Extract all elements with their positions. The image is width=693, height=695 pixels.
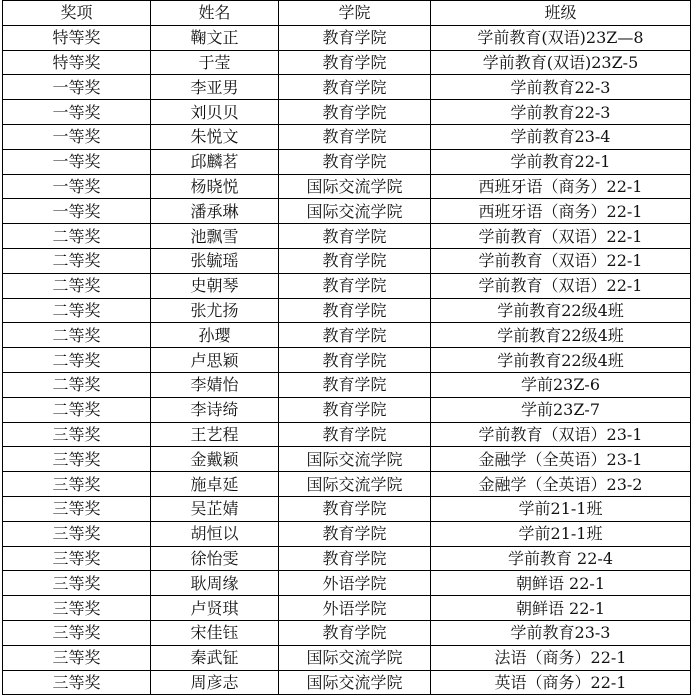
cell-college: 国际交流学院 (279, 447, 431, 472)
cell-class: 西班牙语（商务）22-1 (431, 174, 691, 199)
cell-class: 学前23Z-6 (431, 372, 691, 397)
table-row (3, 149, 691, 174)
cell-class: 学前教育 22-4 (431, 546, 691, 571)
table-row (3, 75, 691, 100)
table-row (3, 670, 691, 695)
cell-class: 学前21-1班 (431, 496, 691, 521)
table-row (3, 496, 691, 521)
cell-class: 西班牙语（商务）22-1 (431, 199, 691, 224)
cell-name: 施卓延 (151, 472, 279, 497)
cell-award: 三等奖 (3, 496, 151, 521)
cell-college: 国际交流学院 (279, 670, 431, 695)
cell-name: 王艺程 (151, 422, 279, 447)
cell-award: 三等奖 (3, 447, 151, 472)
cell-award: 二等奖 (3, 224, 151, 249)
cell-college: 国际交流学院 (279, 472, 431, 497)
cell-college: 教育学院 (279, 25, 431, 50)
cell-college: 教育学院 (279, 75, 431, 100)
cell-name: 张毓瑶 (151, 248, 279, 273)
cell-award: 三等奖 (3, 546, 151, 571)
cell-class: 学前教育23-4 (431, 124, 691, 149)
table-row (3, 25, 691, 50)
cell-name: 鞠文正 (151, 25, 279, 50)
cell-class: 金融学（全英语）23-2 (431, 472, 691, 497)
cell-college: 教育学院 (279, 298, 431, 323)
cell-class: 学前教育22级4班 (431, 348, 691, 373)
cell-award: 二等奖 (3, 298, 151, 323)
cell-name: 宋佳钰 (151, 620, 279, 645)
cell-college: 外语学院 (279, 571, 431, 596)
cell-class: 学前教育22-1 (431, 149, 691, 174)
award-table (2, 0, 691, 695)
cell-class: 学前教育（双语）22-1 (431, 224, 691, 249)
table-row (3, 546, 691, 571)
cell-name: 张尤扬 (151, 298, 279, 323)
cell-college: 教育学院 (279, 100, 431, 125)
cell-award: 特等奖 (3, 50, 151, 75)
cell-class: 朝鲜语 22-1 (431, 596, 691, 621)
cell-award: 三等奖 (3, 670, 151, 695)
table-row (3, 645, 691, 670)
cell-award: 三等奖 (3, 571, 151, 596)
table-row (3, 224, 691, 249)
cell-college: 教育学院 (279, 124, 431, 149)
header-award: 奖项 (3, 1, 151, 26)
cell-college: 教育学院 (279, 149, 431, 174)
table-row (3, 323, 691, 348)
table-row (3, 348, 691, 373)
cell-class: 学前教育（双语）22-1 (431, 248, 691, 273)
table-row (3, 100, 691, 125)
cell-college: 教育学院 (279, 397, 431, 422)
table-row (3, 397, 691, 422)
cell-college: 教育学院 (279, 248, 431, 273)
table-row (3, 447, 691, 472)
cell-name: 徐怡雯 (151, 546, 279, 571)
table-row (3, 199, 691, 224)
cell-college: 教育学院 (279, 521, 431, 546)
cell-class: 学前教育（双语）23-1 (431, 422, 691, 447)
cell-name: 史朝琴 (151, 273, 279, 298)
cell-name: 金戴颖 (151, 447, 279, 472)
cell-class: 英语（商务）22-1 (431, 670, 691, 695)
cell-college: 国际交流学院 (279, 174, 431, 199)
cell-award: 一等奖 (3, 100, 151, 125)
cell-award: 三等奖 (3, 521, 151, 546)
cell-name: 朱悦文 (151, 124, 279, 149)
header-class: 班级 (431, 1, 691, 26)
cell-class: 学前教育22-3 (431, 75, 691, 100)
cell-award: 二等奖 (3, 372, 151, 397)
cell-class: 法语（商务）22-1 (431, 645, 691, 670)
cell-college: 教育学院 (279, 546, 431, 571)
cell-award: 二等奖 (3, 397, 151, 422)
cell-college: 国际交流学院 (279, 645, 431, 670)
table-row (3, 372, 691, 397)
table-row (3, 50, 691, 75)
cell-class: 朝鲜语 22-1 (431, 571, 691, 596)
cell-class: 学前21-1班 (431, 521, 691, 546)
header-name: 姓名 (151, 1, 279, 26)
cell-class: 学前教育23-3 (431, 620, 691, 645)
cell-award: 一等奖 (3, 174, 151, 199)
cell-name: 耿周缘 (151, 571, 279, 596)
cell-class: 学前教育22-3 (431, 100, 691, 125)
cell-award: 二等奖 (3, 248, 151, 273)
cell-college: 教育学院 (279, 50, 431, 75)
cell-award: 三等奖 (3, 472, 151, 497)
cell-name: 吴芷婧 (151, 496, 279, 521)
cell-college: 教育学院 (279, 422, 431, 447)
cell-college: 教育学院 (279, 496, 431, 521)
cell-award: 三等奖 (3, 596, 151, 621)
table-row (3, 273, 691, 298)
table-header (3, 1, 691, 26)
cell-award: 二等奖 (3, 273, 151, 298)
cell-award: 一等奖 (3, 124, 151, 149)
header-college: 学院 (279, 1, 431, 26)
table-row (3, 422, 691, 447)
table-row (3, 521, 691, 546)
cell-college: 教育学院 (279, 620, 431, 645)
cell-class: 学前23Z-7 (431, 397, 691, 422)
table-body (3, 25, 691, 695)
cell-name: 于莹 (151, 50, 279, 75)
cell-college: 外语学院 (279, 596, 431, 621)
header-row (3, 1, 691, 26)
cell-college: 国际交流学院 (279, 199, 431, 224)
cell-class: 学前教育22级4班 (431, 298, 691, 323)
table-row (3, 620, 691, 645)
cell-class: 学前教育(双语)23Z—8 (431, 25, 691, 50)
cell-award: 三等奖 (3, 645, 151, 670)
cell-name: 李诗绮 (151, 397, 279, 422)
cell-college: 教育学院 (279, 323, 431, 348)
cell-name: 李婧怡 (151, 372, 279, 397)
cell-name: 杨晓悦 (151, 174, 279, 199)
table-row (3, 248, 691, 273)
cell-name: 李亚男 (151, 75, 279, 100)
cell-college: 教育学院 (279, 372, 431, 397)
table-row (3, 124, 691, 149)
cell-college: 教育学院 (279, 273, 431, 298)
cell-award: 特等奖 (3, 25, 151, 50)
cell-name: 周彦志 (151, 670, 279, 695)
cell-award: 一等奖 (3, 199, 151, 224)
table-row (3, 596, 691, 621)
cell-college: 教育学院 (279, 348, 431, 373)
cell-class: 学前教育22级4班 (431, 323, 691, 348)
cell-name: 池飘雪 (151, 224, 279, 249)
cell-name: 胡恒以 (151, 521, 279, 546)
cell-award: 三等奖 (3, 620, 151, 645)
cell-name: 卢思颖 (151, 348, 279, 373)
cell-award: 一等奖 (3, 149, 151, 174)
cell-name: 秦武钲 (151, 645, 279, 670)
cell-college: 教育学院 (279, 224, 431, 249)
cell-name: 孙璎 (151, 323, 279, 348)
table-row (3, 472, 691, 497)
cell-award: 三等奖 (3, 422, 151, 447)
cell-name: 邱麟茗 (151, 149, 279, 174)
cell-award: 二等奖 (3, 323, 151, 348)
table-row (3, 298, 691, 323)
cell-name: 潘承琳 (151, 199, 279, 224)
cell-award: 二等奖 (3, 348, 151, 373)
cell-name: 卢贤琪 (151, 596, 279, 621)
cell-name: 刘贝贝 (151, 100, 279, 125)
table-row (3, 571, 691, 596)
cell-class: 学前教育（双语）22-1 (431, 273, 691, 298)
table-row (3, 174, 691, 199)
cell-class: 学前教育(双语)23Z-5 (431, 50, 691, 75)
cell-award: 一等奖 (3, 75, 151, 100)
cell-class: 金融学（全英语）23-1 (431, 447, 691, 472)
